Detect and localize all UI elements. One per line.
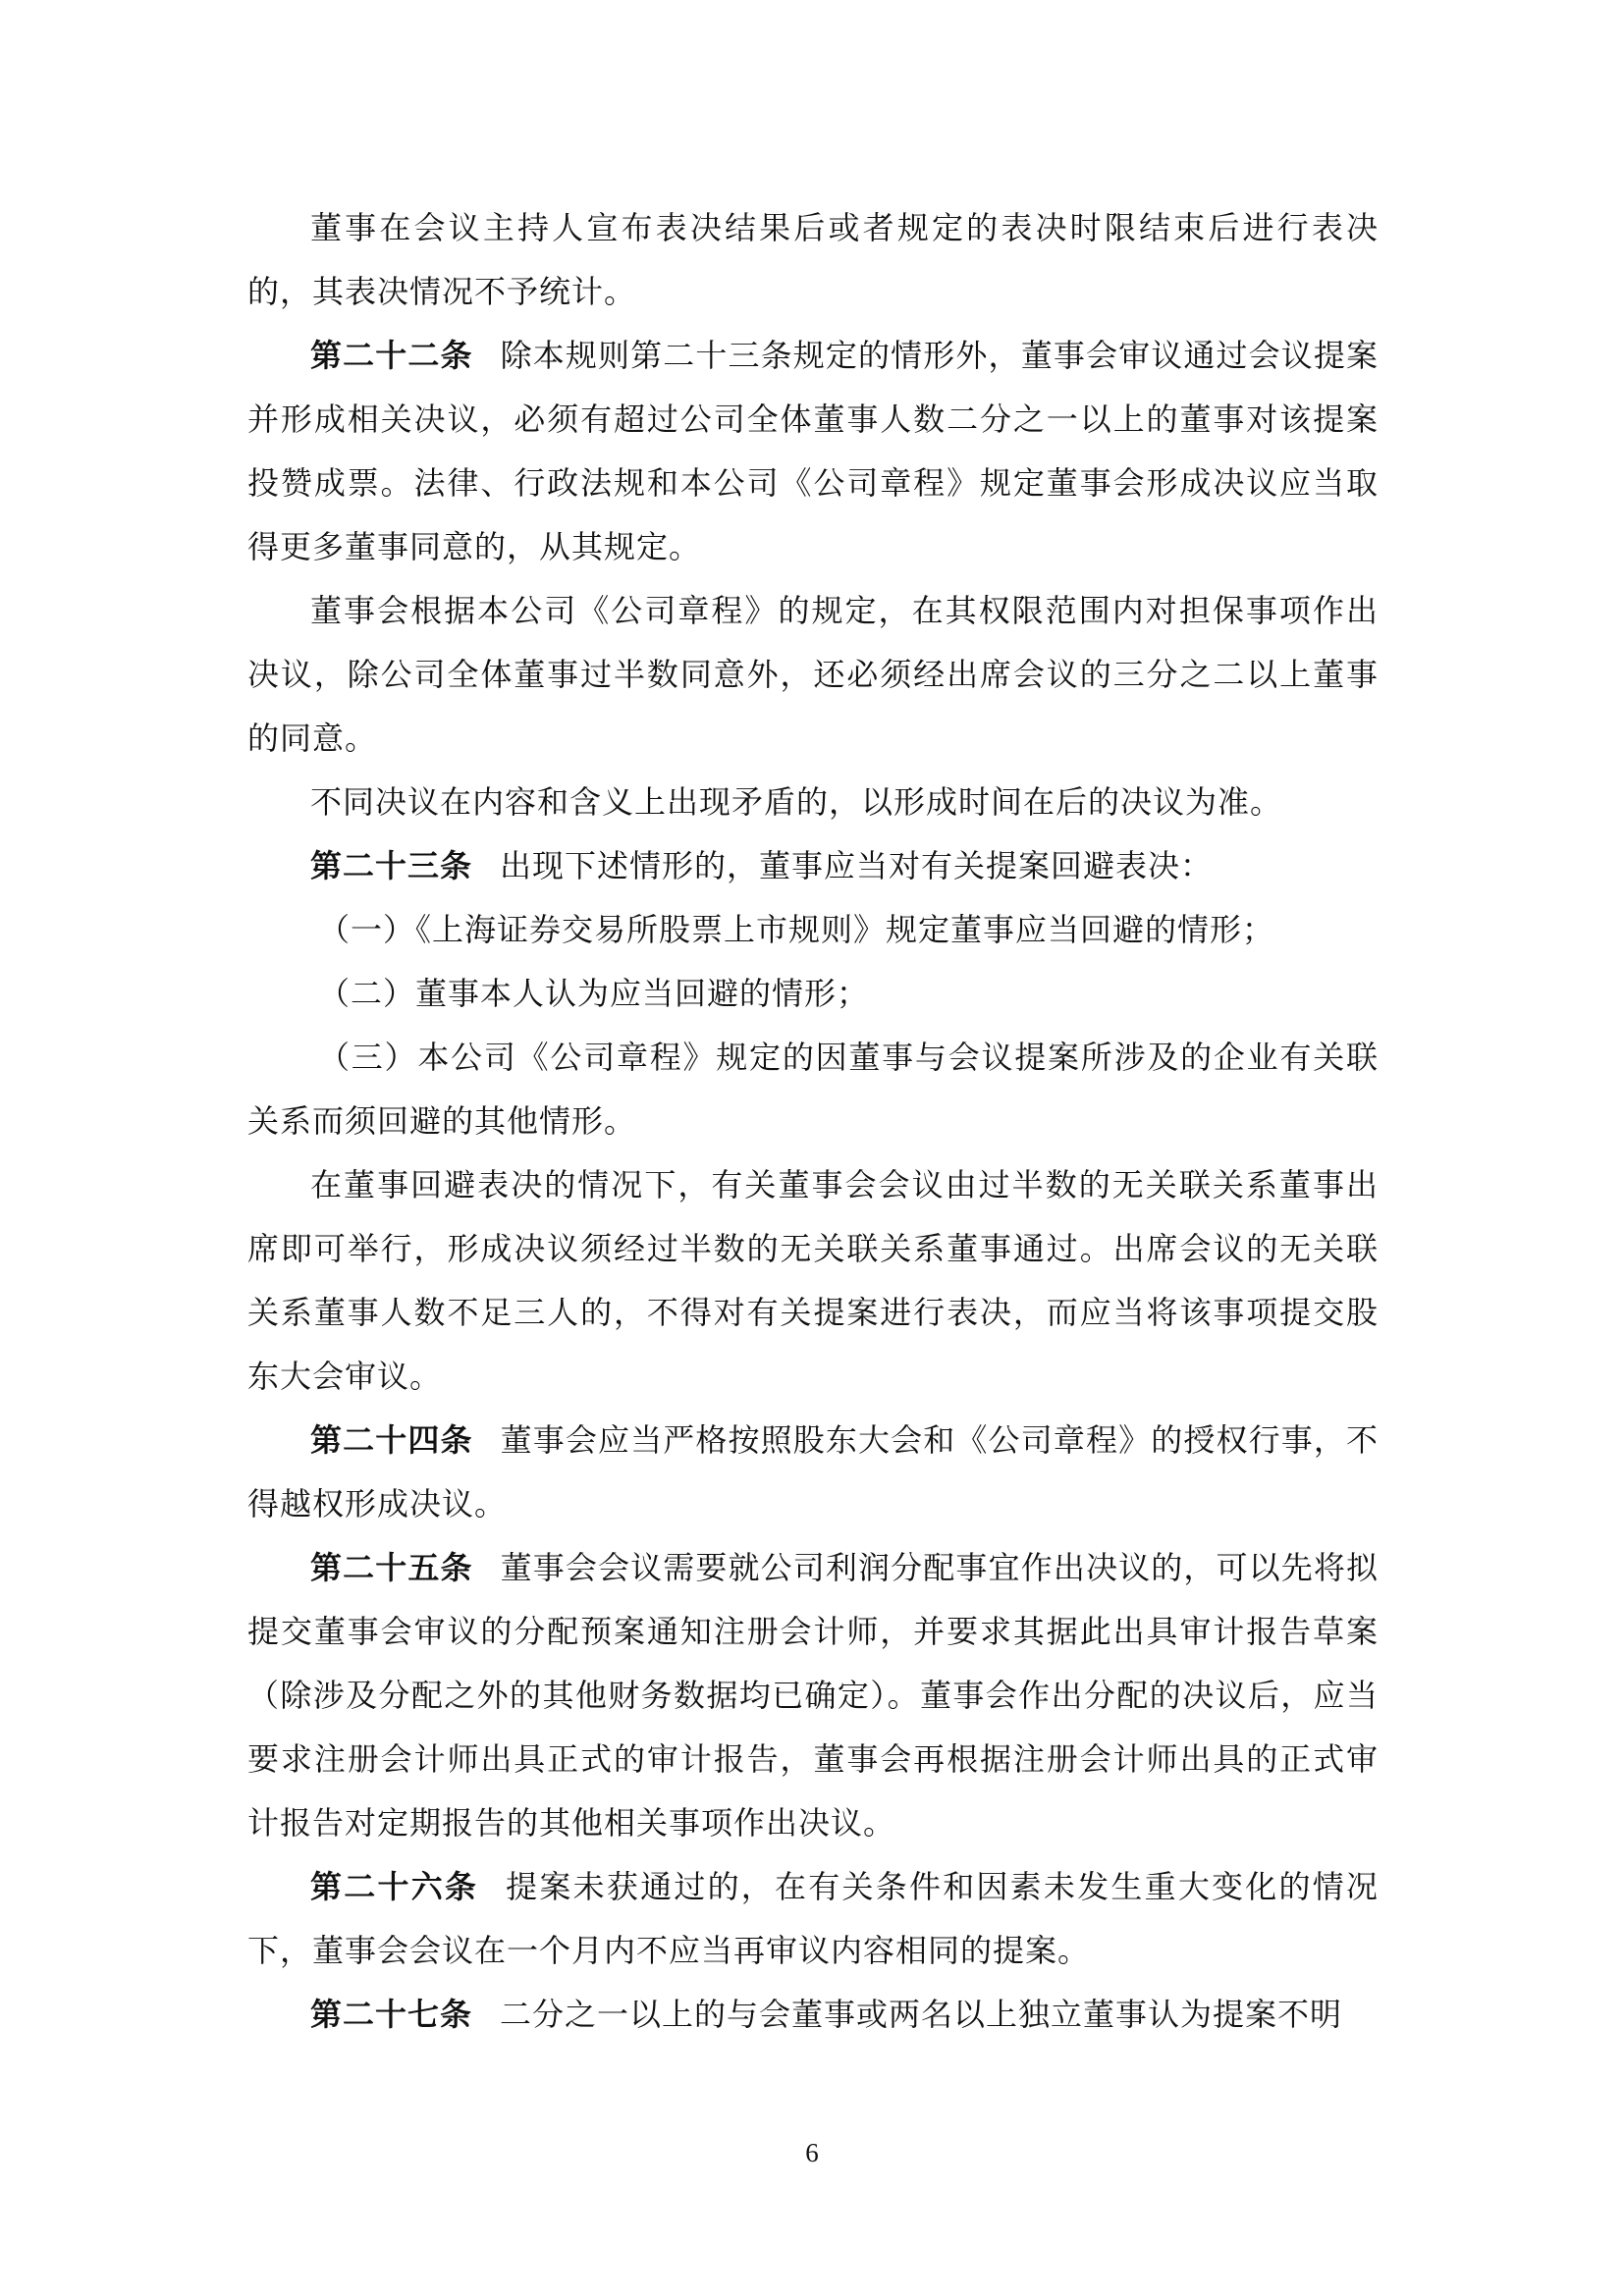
article-paragraph — [247, 1855, 1379, 1983]
article-number: 第二十七条 — [310, 1996, 473, 2033]
article-number: 第二十五条 — [310, 1549, 473, 1586]
page-number: 6 — [805, 2138, 819, 2167]
article-number: 第二十六条 — [310, 1868, 479, 1905]
paragraph-text: 二分之一以上的与会董事或两名以上独立董事认为提案不明 — [500, 1996, 1343, 2033]
paragraph-text: 不同决议在内容和含义上出现矛盾的，以形成时间在后的决议为准。 — [310, 783, 1283, 821]
paragraph — [247, 1153, 1379, 1409]
article-paragraph — [247, 324, 1379, 579]
paragraph-text: 在董事回避表决的情况下，有关董事会会议由过半数的无关联关系董事出席即可举行，形成决议须经过半数的无关联关系董事通过。出席会议的无关联关系董事人数不足三人的，不得对有关提案进行表决，而应当将该事项提交股东大会审议。 — [247, 1166, 1379, 1395]
article-paragraph — [247, 1409, 1379, 1536]
paragraph-text: （二）董事本人认为应当回避的情形； — [318, 975, 870, 1012]
list-item — [247, 962, 1379, 1026]
article-number: 第二十二条 — [310, 337, 473, 374]
article-paragraph — [247, 1536, 1379, 1855]
document-body — [247, 196, 1379, 2047]
article-paragraph — [247, 1983, 1379, 2047]
paragraph-text: 出现下述情形的，董事应当对有关提案回避表决： — [500, 847, 1214, 884]
paragraph-text: 董事会根据本公司《公司章程》的规定，在其权限范围内对担保事项作出决议，除公司全体董事过半数同意外，还必须经出席会议的三分之二以上董事的同意。 — [247, 592, 1379, 757]
paragraph-text: 董事在会议主持人宣布表决结果后或者规定的表决时限结束后进行表决的，其表决情况不予统计。 — [247, 209, 1379, 310]
list-item — [247, 898, 1379, 962]
article-number: 第二十四条 — [310, 1421, 473, 1459]
paragraph — [247, 196, 1379, 324]
paragraph-text: （一）《上海证券交易所股票上市规则》规定董事应当回避的情形； — [318, 911, 1275, 948]
paragraph-text: （三）本公司《公司章程》规定的因董事与会议提案所涉及的企业有关联关系而须回避的其他情形。 — [247, 1039, 1379, 1140]
paragraph-text: 提案未获通过的，在有关条件和因素未发生重大变化的情况下，董事会会议在一个月内不应当再审议内容相同的提案。 — [247, 1868, 1379, 1969]
paragraph — [247, 579, 1379, 771]
article-paragraph — [247, 834, 1379, 898]
list-item — [247, 1026, 1379, 1153]
paragraph-text: 董事会应当严格按照股东大会和《公司章程》的授权行事，不得越权形成决议。 — [247, 1421, 1379, 1522]
article-number: 第二十三条 — [310, 847, 473, 884]
paragraph-text: 除本规则第二十三条规定的情形外，董事会审议通过会议提案并形成相关决议，必须有超过公司全体董事人数二分之一以上的董事对该提案投赞成票。法律、行政法规和本公司《公司章程》规定董事会形成决议应当取得更多董事同意的，从其规定。 — [247, 337, 1379, 565]
paragraph-text: 董事会会议需要就公司利润分配事宜作出决议的，可以先将拟提交董事会审议的分配预案通知注册会计师，并要求其据此出具审计报告草案（除涉及分配之外的其他财务数据均已确定）。董事会作出分配的决议后，应当要求注册会计师出具正式的审计报告，董事会再根据注册会计师出具的正式审计报告对定期报告的其他相关事项作出决议。 — [247, 1549, 1379, 1842]
paragraph — [247, 771, 1379, 834]
